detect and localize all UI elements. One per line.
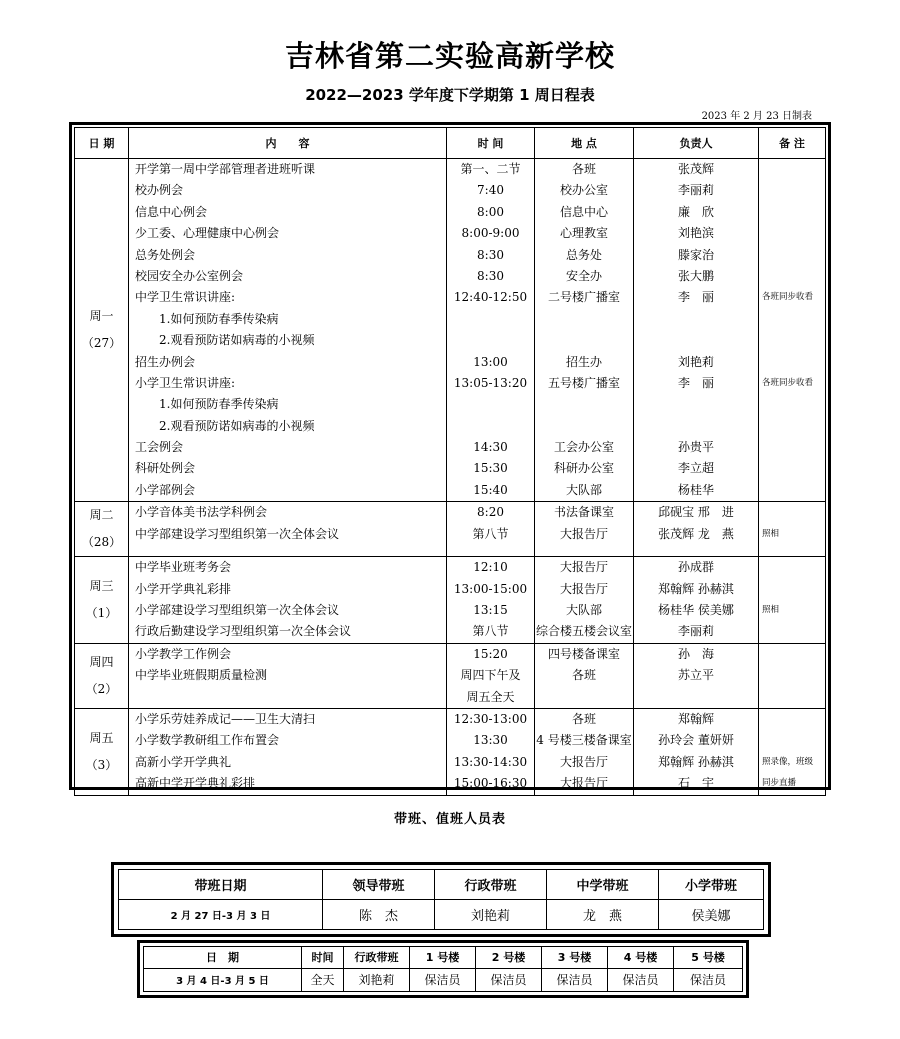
person-line: 孙贵平 [677,440,714,455]
note-line [759,416,825,437]
content-line: 2.观看预防诺如病毒的小视频 [159,418,315,433]
weekend-duty-table [143,946,743,992]
note-cell [759,643,826,708]
leader-duty-header-row [119,870,764,900]
place-line [535,394,633,415]
person-line: 滕家治 [677,247,714,262]
content-cell [129,159,447,502]
schedule-header-row [75,128,826,159]
header-note: 备 注 [759,128,826,159]
time-line: 13:30 [473,733,508,748]
building2-staff: 保洁员 [476,968,542,991]
time-line: 8:30 [477,268,504,283]
content-line: 小学部建设学习型组织第一次全体会议 [135,603,340,618]
place-line: 大队部 [565,482,602,497]
header-person: 负责人 [634,128,759,159]
time-line: 8:00 [477,204,504,219]
content-line: 1.如何预防春季传染病 [159,311,279,326]
building3-staff: 保洁员 [542,968,608,991]
time-line: 15:00-16:30 [453,776,528,791]
time-line: 13:05-13:20 [453,375,528,390]
note-line [759,223,825,244]
place-line: 各班 [571,668,596,683]
day-date-label: （2） [85,681,118,696]
leader-header: 领导带班 [323,870,435,900]
note-line [759,665,825,686]
place-cell [535,502,634,557]
person-line: 廉 欣 [677,204,714,219]
content-line: 总务处例会 [135,247,196,262]
day-cell [75,159,129,502]
content-line: 信息中心例会 [135,204,208,219]
duty-table-title: 带班、值班人员表 [393,812,506,827]
place-line: 心理教室 [559,226,608,241]
time-line: 13:00 [473,354,508,369]
admin-on-duty: 刘艳莉 [435,900,547,930]
day-date-label: （3） [85,757,118,772]
primary-header: 小学带班 [659,870,764,900]
day-cell [75,502,129,557]
schedule-frame [69,122,831,790]
person-cell [634,502,759,557]
content-line: 高新小学开学典礼 [135,754,232,769]
duty-date-header: 带班日期 [119,870,323,900]
place-line: 二号楼广播室 [547,290,620,305]
place-line: 大报告厅 [559,754,608,769]
person-cell [634,643,759,708]
person-line: 张茂辉 [677,162,714,176]
place-line: 大队部 [565,603,602,618]
leader-duty-row [119,900,764,930]
weekend-date: 3 月 4 日-3 月 5 日 [144,968,302,991]
person-line: 郑翰辉 孙赫淇 [658,754,734,769]
content-line: 高新中学开学典礼彩排 [135,776,256,791]
note-line [759,621,825,642]
weekday-label: 周五 [89,730,114,745]
time-line: 周五全天 [466,689,515,704]
day-date-label: （28） [81,535,122,550]
person-line: 刘艳滨 [677,226,714,241]
time-line: 13:00-15:00 [453,581,528,596]
person-line: 李丽莉 [677,183,714,198]
person-line: 石 宇 [677,776,714,791]
time-line [447,394,534,415]
place-line: 招生办 [565,354,602,369]
time-line: 8:30 [477,247,504,262]
person-line: 郑翰辉 [677,711,714,726]
place-line [535,687,633,708]
header-place: 地 点 [535,128,634,159]
time-line: 13:15 [473,603,508,618]
note-cell [759,159,826,502]
person-line: 杨桂华 侯美娜 [658,603,734,618]
note-line: 同步直播 [762,778,797,789]
content-line: 校办例会 [135,183,184,198]
note-line [759,730,825,751]
content-cell [129,557,447,644]
place-line: 各班 [571,711,596,726]
person-line: 李 丽 [677,290,714,305]
note-line [759,202,825,223]
place-line: 书法备课室 [553,505,614,520]
weekend-admin-header: 行政带班 [344,947,410,969]
content-line: 中学部建设学习型组织第一次全体会议 [135,526,340,541]
time-cell [447,643,535,708]
note-line [759,687,825,708]
schedule-table [74,127,826,796]
note-line [759,458,825,479]
note-line [759,180,825,201]
place-line [535,330,633,351]
person-cell [634,159,759,502]
person-cell [634,708,759,795]
building1-header: 1 号楼 [410,947,476,969]
content-line: 校园安全办公室例会 [135,268,244,283]
weekday-label: 周一 [89,309,114,324]
time-line: 13:30-14:30 [453,754,528,769]
person-line: 李 丽 [677,375,714,390]
schedule-day-row [75,557,826,644]
person-line: 郑翰辉 孙赫淇 [658,581,734,596]
header-content: 内 容 [129,128,447,159]
schedule-day-row [75,643,826,708]
content-line: 小学音体美书法学科例会 [135,505,268,520]
note-line [759,330,825,351]
note-line: 照相 [762,605,780,616]
building3-header: 3 号楼 [542,947,608,969]
weekday-label: 周二 [89,508,114,523]
person-line: 李丽莉 [677,624,714,639]
content-line: 小学数学教研组工作布置会 [135,733,280,748]
content-line: 开学第一周中学部管理者进班听课 [135,162,316,176]
content-line: 小学开学典礼彩排 [135,581,232,596]
content-line: 小学乐劳娃养成记——卫生大清扫 [135,711,316,726]
schedule-day-row [75,502,826,557]
content-line: 工会例会 [135,440,184,455]
weekend-duty-row [144,968,743,991]
weekend-admin: 刘艳莉 [344,968,410,991]
person-line [634,330,758,351]
place-line: 校办公室 [559,183,608,198]
place-line: 信息中心 [559,204,608,219]
content-line: 1.如何预防春季传染病 [159,397,279,412]
day-cell [75,557,129,644]
place-line: 工会办公室 [553,440,614,455]
content-cell [129,643,447,708]
building4-staff: 保洁员 [608,968,674,991]
note-line [759,502,825,523]
time-cell [447,502,535,557]
person-line: 孙成群 [677,560,714,575]
weekend-duty-header-row [144,947,743,969]
weekday-label: 周三 [89,579,114,594]
content-line: 小学部例会 [135,482,196,497]
note-line [759,266,825,287]
header-time: 时 间 [447,128,535,159]
day-date-label: （27） [81,336,122,351]
note-cell [759,708,826,795]
note-line: 各班同步收看 [762,377,814,388]
middle-header: 中学带班 [547,870,659,900]
place-line: 总务处 [565,247,602,262]
day-cell [75,708,129,795]
time-line: 12:30-13:00 [453,711,528,726]
building1-staff: 保洁员 [410,968,476,991]
place-line: 4 号楼三楼备课室 [536,733,632,748]
time-line: 8:00-9:00 [461,226,520,241]
place-cell [535,708,634,795]
place-line: 各班 [571,162,596,176]
place-line: 科研办公室 [553,461,614,476]
place-line: 四号楼备课室 [547,646,620,661]
note-line [759,352,825,373]
note-line [759,437,825,458]
person-line: 李立超 [677,461,714,476]
note-line [759,579,825,600]
note-cell [759,502,826,557]
admin-header: 行政带班 [435,870,547,900]
person-line: 杨桂华 [677,482,714,497]
time-line [447,309,534,330]
note-line [759,245,825,266]
note-line: 照相 [762,528,780,539]
time-line: 12:40-12:50 [453,290,528,305]
leader-on-duty: 陈 杰 [323,900,435,930]
building4-header: 4 号楼 [608,947,674,969]
place-cell [535,557,634,644]
person-line: 张大鹏 [677,268,714,283]
content-line: 中学毕业班假期质量检测 [135,668,268,683]
content-line: 招生办例会 [135,354,196,369]
note-line [759,557,825,578]
made-date: 2023 年 2 月 23 日制表 [701,111,812,122]
header-date: 日 期 [75,128,129,159]
content-line: 中学毕业班考务会 [135,560,232,575]
person-line: 孙 海 [677,646,714,661]
schedule-day-row [75,708,826,795]
content-line: 少工委、心理健康中心例会 [135,226,280,241]
person-line [634,309,758,330]
content-line: 2.观看预防诺如病毒的小视频 [159,333,315,348]
place-line: 大报告厅 [559,560,608,575]
person-line [634,416,758,437]
content-line: 中学卫生常识讲座: [135,290,236,305]
weekend-time-header: 时间 [302,947,344,969]
note-line [759,480,825,501]
content-cell [129,502,447,557]
time-line: 15:40 [473,482,508,497]
schedule-day-row [75,159,826,502]
place-line: 大报告厅 [559,526,608,541]
content-line: 小学教学工作例会 [135,646,232,661]
place-line: 安全办 [565,268,602,283]
weekend-duty-frame [137,940,749,998]
note-line [759,309,825,330]
person-line: 张茂辉 龙 燕 [658,526,734,541]
time-line: 第八节 [472,526,509,541]
place-line [535,416,633,437]
note-line [759,394,825,415]
content-line: 行政后勤建设学习型组织第一次全体会议 [135,624,352,639]
time-line: 15:20 [473,646,508,661]
weekend-date-header: 日 期 [144,947,302,969]
note-line: 各班同步收看 [762,292,814,303]
person-line: 刘艳莉 [677,354,714,369]
time-line: 8:20 [477,505,504,520]
content-line [129,687,446,708]
weekday-label: 周四 [89,654,114,669]
place-line [535,309,633,330]
primary-on-duty: 侯美娜 [659,900,764,930]
note-line: 照录像，班级 [762,756,814,767]
time-cell [447,708,535,795]
person-line: 邱砚宝 邢 进 [658,505,734,520]
time-line: 周四下午及 [460,668,521,683]
place-line: 五号楼广播室 [547,375,620,390]
middle-on-duty: 龙 燕 [547,900,659,930]
building2-header: 2 号楼 [476,947,542,969]
person-line: 苏立平 [677,668,714,683]
time-line: 7:40 [477,183,504,198]
note-line [759,644,825,665]
time-line: 第八节 [472,624,509,639]
schedule-subtitle: 2022—2023 学年度下学期第 1 周日程表 [305,86,595,104]
content-cell [129,708,447,795]
leader-duty-frame [111,862,771,937]
time-cell [447,159,535,502]
place-cell [535,159,634,502]
schedule-body [75,159,826,796]
leader-duty-table [118,869,764,930]
time-line: 15:30 [473,461,508,476]
place-line: 综合楼五楼会议室 [535,624,632,639]
duty-date: 2 月 27 日-3 月 3 日 [119,900,323,930]
day-cell [75,643,129,708]
note-line [759,709,825,730]
person-cell [634,557,759,644]
note-cell [759,557,826,644]
content-line: 科研处例会 [135,461,196,476]
note-line [759,159,825,180]
time-line: 12:10 [473,560,508,575]
content-line: 小学卫生常识讲座: [135,375,236,390]
time-line [447,416,534,437]
building5-staff: 保洁员 [674,968,743,991]
time-line [447,330,534,351]
weekend-time: 全天 [302,968,344,991]
place-line: 大报告厅 [559,776,608,791]
person-line [634,687,758,708]
person-line [634,394,758,415]
time-line: 第一、二节 [460,162,521,176]
time-cell [447,557,535,644]
place-cell [535,643,634,708]
time-line: 14:30 [473,440,508,455]
day-date-label: （1） [85,606,118,621]
place-line: 大报告厅 [559,581,608,596]
person-line: 孙玲会 董妍妍 [658,733,734,748]
building5-header: 5 号楼 [674,947,743,969]
school-title: 吉林省第二实验高新学校 [284,39,615,73]
